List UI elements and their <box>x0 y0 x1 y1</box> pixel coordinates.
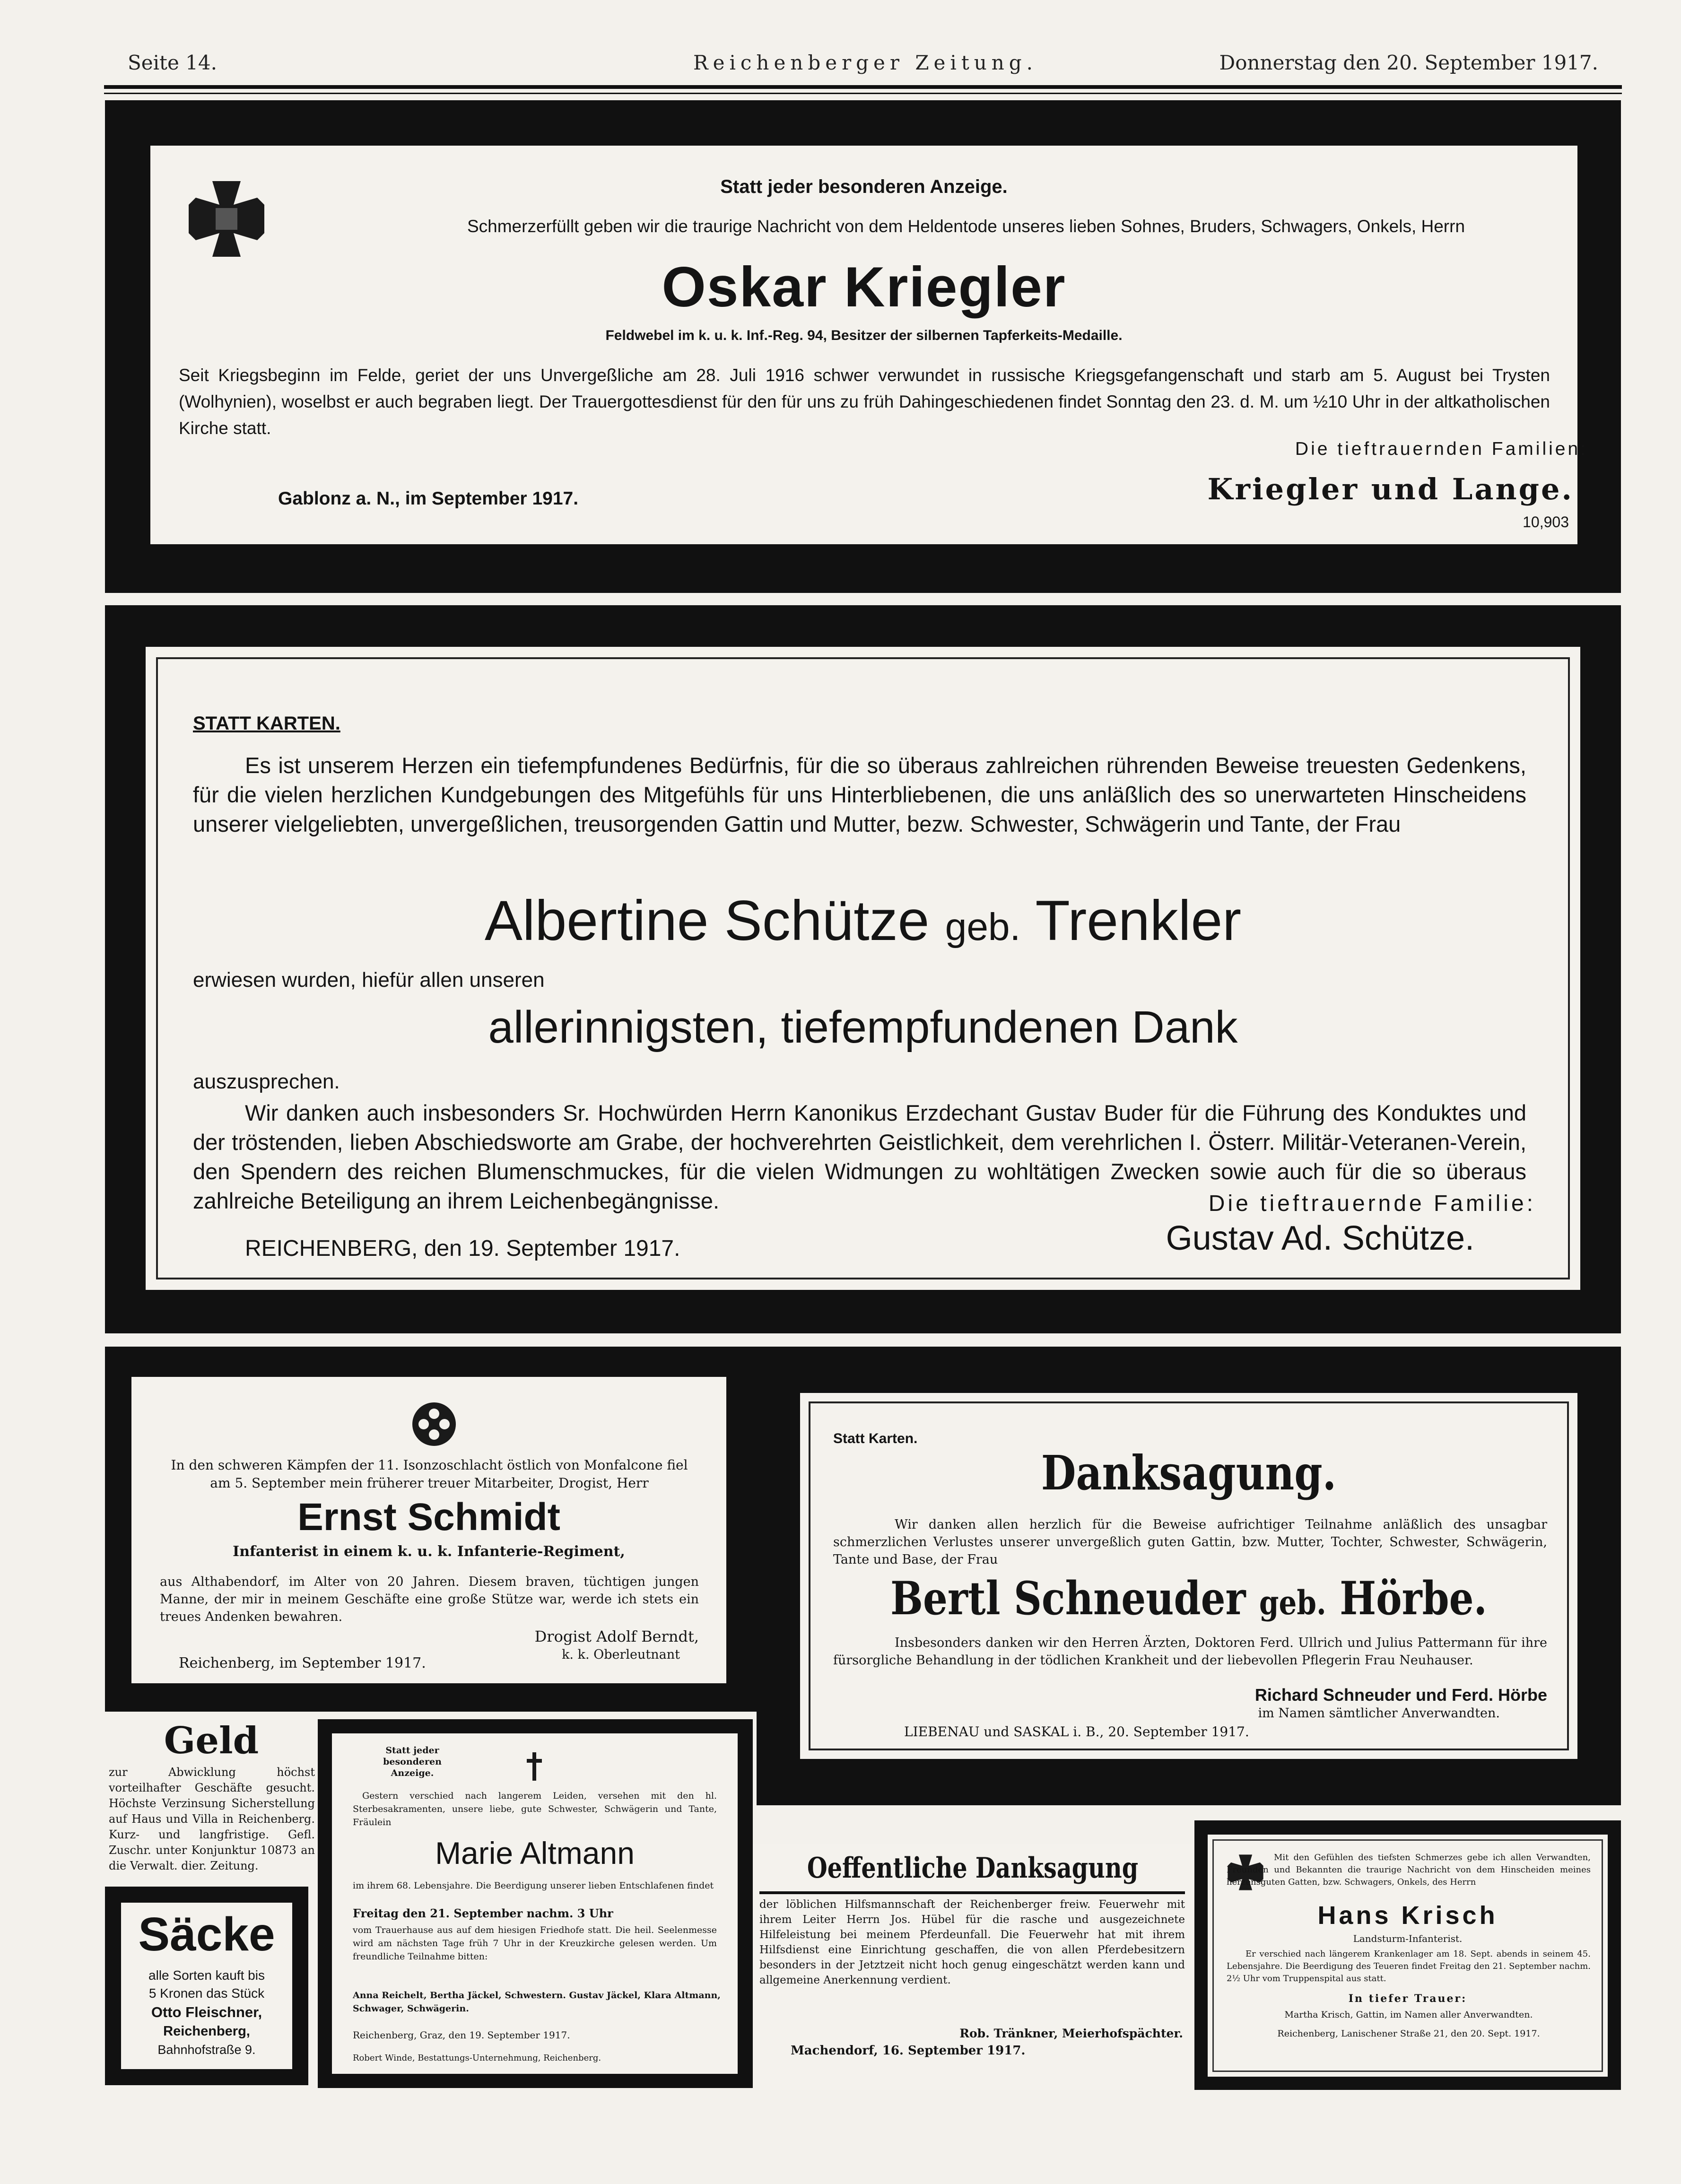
deceased-name: Oskar Kriegler <box>662 255 1066 319</box>
signature: Martha Krisch, Gattin, im Namen aller Anverwandten. <box>1284 2010 1533 2020</box>
lead-text: Es ist unserem Herzen ein tiefempfundenes Bedürfnis, für die so überaus zahlreichen rührenden Beweise treuesten Gedenkens, für die vielen herzlichen Kundgebungen des Mitgefühls für uns Hinterbliebenen, die uns anläßlich des so unerwarteten Hinscheidens unserer vielgeliebten, unvergeßlichen, treusorgenden Gattin und Mutter, bezw. Schwester, Schwägerin und Tante, der Frau <box>193 753 1526 836</box>
place-date: Gablonz a. N., im September 1917. <box>278 488 579 509</box>
ad-body: zur Abwicklung höchst vorteilhafter Geschäfte gesucht. Höchste Verzinsung Sicherstellung auf Haus und Villa in Reichenberg. Kurz- und langfristige. Gefl. Zuschr. unter Konjunktur 10873 an die Verwalt. dier. Zeitung. <box>109 1766 315 1872</box>
body-text: Wir danken auch insbesonders Sr. Hochwürden Herrn Kanonikus Erzdechant Gustav Buder für die Führung des Konduktes und der tröstenden, lieben Abschiedsworte am Grabe, der hochverehrten Geistlichkeit, dem verehrlichen I. Österr. Militär-Veteranen-Verein, den Spendern des reichen Blumenschmuckes, für die vielen Widmungen zu wohltätigen Zwecken sowie auch für die so überaus zahlreiche Beteiligung an ihrem Leichenbegängnisse. <box>193 1100 1526 1213</box>
deceased-name: Ernst Schmidt <box>297 1496 560 1539</box>
title-rule <box>759 1891 1185 1894</box>
place-date: LIEBENAU und SASKAL i. B., 20. September 1917. <box>904 1724 1249 1740</box>
place-date: Reichenberg, Graz, den 19. September 1917. <box>353 2029 570 2041</box>
lead-text: Mit den Gefühlen des tiefsten Schmerzes gebe ich allen Verwandten, Freunden und Bekannten die traurige Nachricht von dem Hinscheiden meines herzensguten Gatten, bzw. Schwagers, Onkels, des Herrn <box>1227 1853 1591 1887</box>
text-line: erwiesen wurden, hiefür allen unseren <box>193 968 545 992</box>
body-text: aus Althabendorf, im Alter von 20 Jahren. Diesem braven, tüchtigen jungen Manne, der mir in meinem Geschäfte eine große Stütze war, werde ich stets ein treues Andenken bewahren. <box>160 1575 699 1624</box>
maiden-name: Trenkler <box>1035 889 1242 952</box>
family-intro: Die tieftrauernden Familien: <box>1295 439 1588 459</box>
thanks-headline: allerinnigsten, tiefempfundenen Dank <box>488 1002 1238 1053</box>
masthead: Reichenberger Zeitung. <box>693 51 1038 74</box>
first-name: Bertl Schneuder <box>890 1572 1246 1625</box>
deceased-name <box>146 888 1580 953</box>
ad-saecke <box>105 1887 308 2085</box>
mourning-label: In tiefer Trauer: <box>1348 1993 1467 2005</box>
geb-label: geb. <box>945 905 1021 948</box>
notice-altmann <box>318 1719 753 2088</box>
body-text: im ihrem 68. Lebensjahre. Die Beerdigung unserer lieben Entschlafenen findet <box>353 1880 714 1891</box>
intro-text: Statt jeder besonderen Anzeige. <box>383 1745 442 1778</box>
notice-feuerwehr <box>753 1844 1193 2090</box>
place-date: Machendorf, 16. September 1917. <box>791 2044 1026 2058</box>
signature-title: k. k. Oberleutnant <box>562 1647 680 1662</box>
ad-geld <box>105 1719 318 1880</box>
body-text: vom Trauerhause aus auf dem hiesigen Friedhofe statt. Die heil. Seelenmesse wird am nächsten Tage früh 7 Uhr in der Kreuzkirche gelesen werden. Um freundliche Teilnahme bitten: <box>353 1925 717 1962</box>
lead-text: In den schweren Kämpfen der 11. Isonzoschlacht östlich von Monfalcone fiel am 5. September mein früherer treuer Mitarbeiter, Drogist, Herr <box>171 1457 688 1491</box>
signature: Rob. Tränkner, Meierhofspächter. <box>959 2027 1183 2040</box>
rosette-icon <box>410 1401 458 1448</box>
notice-kriegler <box>105 100 1621 593</box>
family-name: Gustav Ad. Schütze. <box>1166 1219 1474 1257</box>
lead-text: Gestern verschied nach langerem Leiden, versehen mit den hl. Sterbesakramenten, unsere liebe, gute Schwester, Schwägerin und Tante, Fräulein <box>353 1791 717 1827</box>
signature: Anna Reichelt, Bertha Jäckel, Schwestern. Gustav Jäckel, Klara Altmann, Schwager, Schwägerin. <box>353 1990 721 2014</box>
ad-street: Bahnhofstraße 9. <box>157 2043 256 2057</box>
place-date: REICHENBERG, den 19. September 1917. <box>245 1236 680 1261</box>
body-text: Insbesonders danken wir den Herren Ärzten, Doktoren Ferd. Ullrich und Julius Pattermann für ihre fürsorgliche Behandlung in der tödlichen Krankheit und der liebevollen Pflegerin Frau Neuhauser. <box>833 1636 1547 1668</box>
title: Oeffentliche Danksagung <box>807 1852 1139 1885</box>
ad-code: 10,903 <box>1523 513 1569 531</box>
deceased-rank: Infanterist in einem k. u. k. Infanterie-Regiment, <box>233 1543 625 1560</box>
intro-text: STATT KARTEN. <box>193 713 340 734</box>
notice-krisch <box>1194 1820 1621 2090</box>
body-text: der löblichen Hilfsmannschaft der Reichenberger freiw. Feuerwehr mit ihrem Leiter Herrn Jos. Hübel für die rasche und ausgezeichnete Hilfeleistung bei meinem Pferdeunfall. Die Feuerwehr hat mit ihrem Hilfsdienst eine Einrichtung geschaffen, die von allen Pferdebesitzern besonders in der Jetztzeit nicht hoch genug eingeschätzt werden kann und allgemeine Anerkennung verdient. <box>759 1898 1185 1986</box>
intro-text: Statt jeder besonderen Anzeige. <box>720 176 1008 197</box>
text-line: auszusprechen. <box>193 1070 340 1093</box>
ad-title: Geld <box>164 1719 259 1762</box>
deceased-rank: Landsturm-Infanterist. <box>1353 1933 1463 1944</box>
page-number: Seite 14. <box>128 51 217 74</box>
footer-text: Robert Winde, Bestattungs-Unternehmung, Reichenberg. <box>353 2053 601 2063</box>
deceased-rank: Feldwebel im k. u. k. Inf.-Reg. 94, Besitzer der silbernen Tapferkeits-Medaille. <box>605 328 1123 343</box>
lead-text: Schmerzerfüllt geben wir die traurige Nachricht von dem Heldentode unseres lieben Sohnes, Bruders, Schwagers, Onkels, Herrn <box>467 217 1465 236</box>
issue-date: Donnerstag den 20. September 1917. <box>1219 51 1598 74</box>
signature: Richard Schneuder und Ferd. Hörbe <box>1254 1685 1547 1705</box>
ad-title: Säcke <box>138 1908 275 1961</box>
deceased-name: Hans Krisch <box>1317 1901 1498 1930</box>
place-date: Reichenberg, im September 1917. <box>179 1655 426 1671</box>
maiden-name: Hörbe. <box>1340 1572 1487 1625</box>
notice-hoerbe <box>757 1347 1621 1805</box>
place-date: Reichenberg, Lanischener Straße 21, den 20. Sept. 1917. <box>1277 2028 1540 2039</box>
header-rule-thin <box>104 93 1622 94</box>
signature: Drogist Adolf Berndt, <box>534 1627 699 1645</box>
deceased-name: Marie Altmann <box>435 1836 635 1871</box>
signature-sub: im Namen sämtlicher Anverwandten. <box>1258 1706 1500 1721</box>
cross-icon <box>525 1752 544 1781</box>
ad-line: alle Sorten kauft bis <box>148 1968 265 1983</box>
lead-text: Wir danken allen herzlich für die Beweise aufrichtiger Teilnahme anläßlich des unsagbar schmerzlichen Verlustes unserer unvergeßlich guten Gattin, bzw. Mutter, Tochter, Schwester, Schwägerin, Tante und Base, der Frau <box>833 1517 1547 1567</box>
title: Danksagung. <box>1041 1445 1337 1501</box>
ad-city: Reichenberg, <box>163 2024 250 2039</box>
notice-schuetze <box>105 605 1621 1333</box>
header-rule <box>104 85 1622 89</box>
ad-line: 5 Kronen das Stück <box>148 1986 265 2001</box>
intro-text: Statt Karten. <box>833 1431 918 1446</box>
deceased-name <box>858 1572 1519 1625</box>
first-name: Albertine Schütze <box>484 889 930 952</box>
notice-schmidt <box>105 1347 757 1712</box>
funeral-date: Freitag den 21. September nachm. 3 Uhr <box>353 1906 613 1920</box>
family-name: Kriegler und Lange. <box>1207 472 1574 506</box>
geb-label: geb. <box>1259 1583 1326 1622</box>
family-intro: Die tieftrauernde Familie: <box>1208 1191 1536 1216</box>
body-text: Er verschied nach längerem Krankenlager am 18. Sept. abends in seinem 45. Lebensjahre. Die Beerdigung des Teueren findet Freitag den 21. September nachm. 2½ Uhr vom Truppenspital aus statt. <box>1227 1949 1591 1984</box>
body-text: Seit Kriegsbeginn im Felde, geriet der uns Unvergeßliche am 28. Juli 1916 schwer verwundet in russische Kriegsgefangenschaft und starb am 5. August bei Trysten (Wolhynien), woselbst er auch begraben liegt. Der Trauergottesdienst für den für uns zu früh Dahingeschiedenen findet Sonntag den 23. d. M. um ½10 Uhr in der altkatholischen Kirche statt. <box>179 365 1550 438</box>
ad-company: Otto Fleischner, <box>151 2004 262 2020</box>
